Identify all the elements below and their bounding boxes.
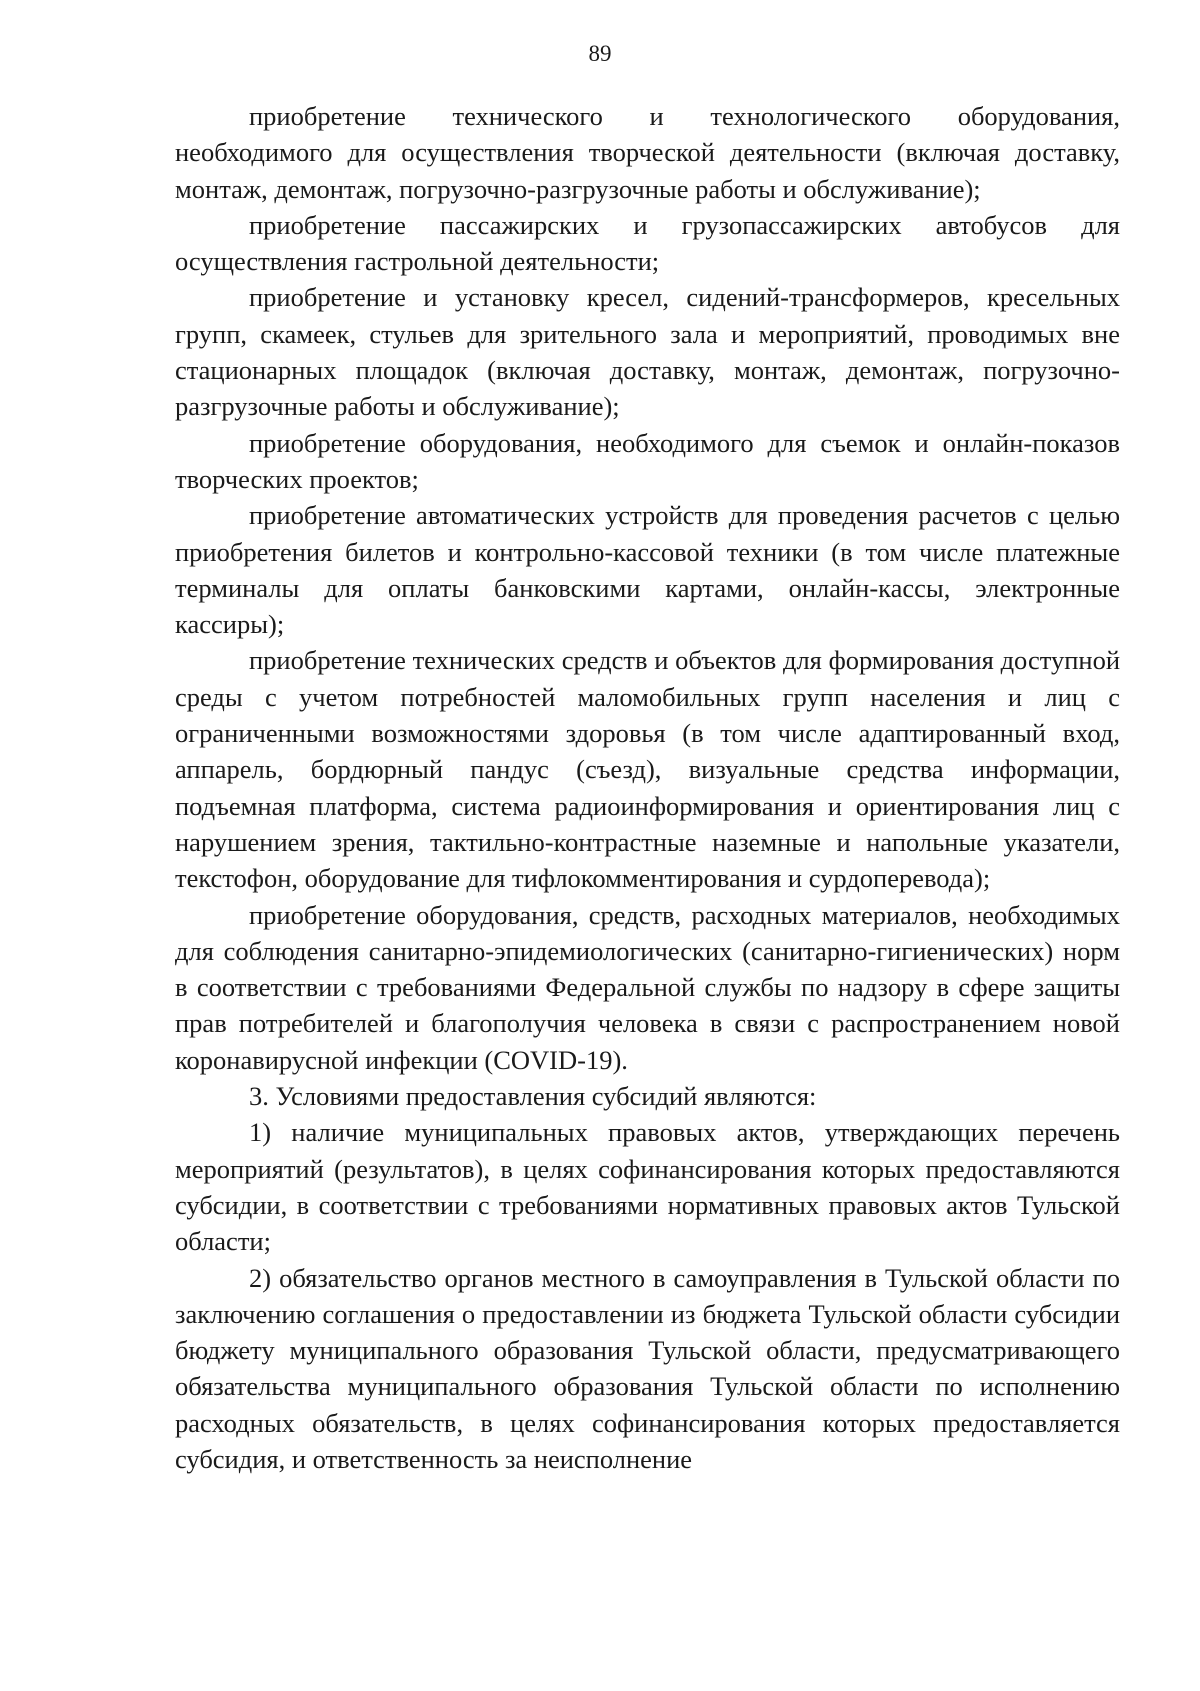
paragraph: приобретение оборудования, необходимого для съемок и онлайн-показов творческих проектов; <box>175 427 1120 494</box>
paragraph: приобретение оборудования, средств, расходных материалов, необходимых для соблюдения санитарно-эпидемиологических (санитарно-гигиенических) норм в соответствии с требованиями Федеральной службы по надзору в сфере защиты прав потребителей и благополучия человека в связи с распространением новой коронавирусной инфекции (COVID-19). <box>175 899 1120 1075</box>
paragraph: приобретение и установку кресел, сидений-трансформеров, кресельных групп, скамеек, стульев для зрительного зала и мероприятий, проводимых вне стационарных площадок (включая доставку, монтаж, демонтаж, погрузочно-разгрузочные работы и обслуживание); <box>175 282 1120 422</box>
paragraph: приобретение пассажирских и грузопассажирских автобусов для осуществления гастрольной деятельности; <box>175 209 1120 277</box>
document-body <box>175 98 1120 1477</box>
paragraph: 3. Условиями предоставления субсидий являются: <box>249 1081 817 1112</box>
paragraph: приобретение автоматических устройств для проведения расчетов с целью приобретения билетов и контрольно-кассовой техники (в том числе платежные терминалы для оплаты банковскими картами, онлайн-кассы, электронные кассиры); <box>175 500 1120 640</box>
page-number: 89 <box>588 41 612 66</box>
paragraph: 2) обязательство органов местного в самоуправления в Тульской области по заключению соглашения о предоставлении из бюджета Тульской области субсидии бюджету муниципального образования Тульской области, предусматривающего обязательства муниципального образования Тульской области по исполнению расходных обязательств, в целях софинансирования которых предоставляется субсидия, и ответственность за неисполнение <box>175 1262 1120 1474</box>
paragraph: приобретение технического и технологического оборудования, необходимого для осуществления творческой деятельности (включая доставку, монтаж, демонтаж, погрузочно-разгрузочные работы и обслуживание); <box>175 101 1120 204</box>
paragraph: 1) наличие муниципальных правовых актов, утверждающих перечень мероприятий (результатов), в целях софинансирования которых предоставляются субсидии, в соответствии с требованиями нормативных правовых актов Тульской области; <box>175 1117 1120 1257</box>
paragraph: приобретение технических средств и объектов для формирования доступной среды с учетом потребностей маломобильных групп населения и лиц с ограниченными возможностями здоровья (в том числе адаптированный вход, аппарель, бордюрный пандус (съезд), визуальные средства информации, подъемная платформа, система радиоинформирования и ориентирования лиц с нарушением зрения, тактильно-контрастные наземные и напольные указатели, текстофон, оборудование для тифлокомментирования и сурдоперевода); <box>175 645 1120 894</box>
